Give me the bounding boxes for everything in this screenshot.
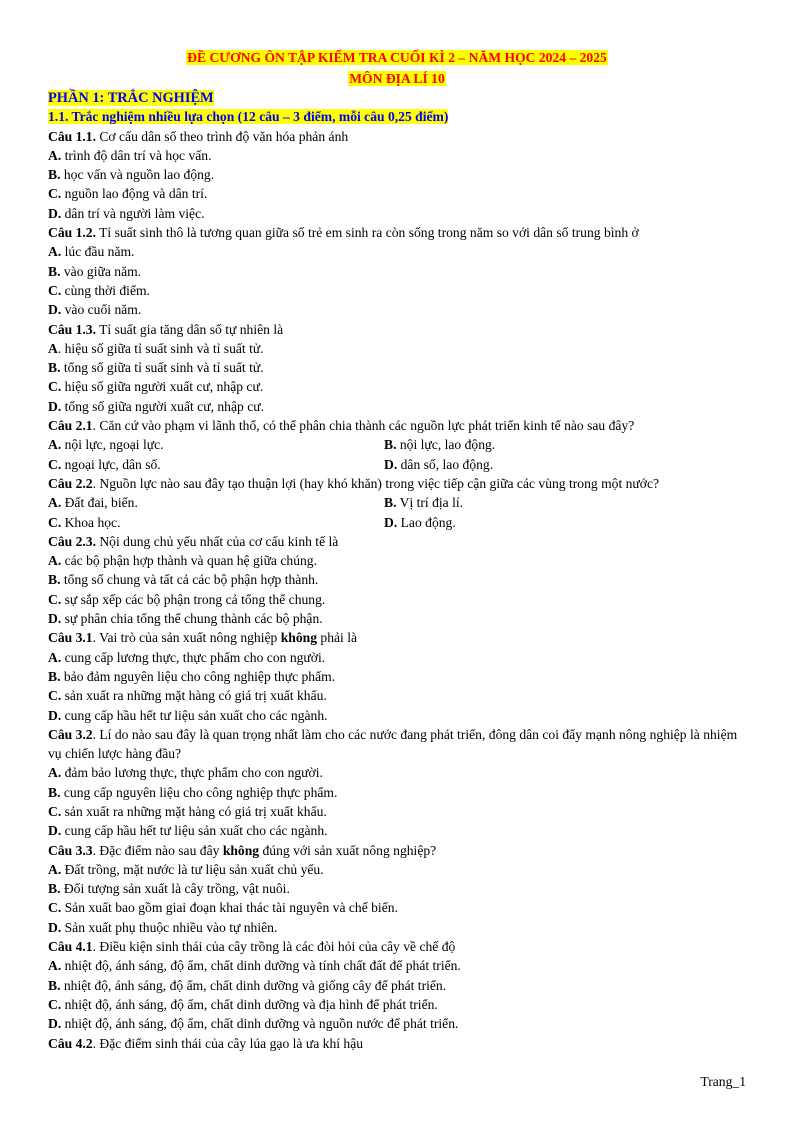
option-key: B. bbox=[384, 437, 397, 453]
question-stem bbox=[48, 841, 748, 860]
option-row bbox=[48, 956, 748, 975]
answer-option bbox=[48, 1016, 458, 1031]
option-row bbox=[48, 995, 748, 1014]
question-number: Câu 3.3 bbox=[48, 842, 93, 858]
option-key: A. bbox=[48, 958, 62, 974]
option-text: nhiệt độ, ánh sáng, độ ẩm, chất dinh dưỡng và giống cây để phát triển. bbox=[60, 977, 447, 993]
option-row bbox=[48, 1014, 748, 1033]
question-number: Câu 1.1. bbox=[48, 128, 96, 144]
answer-option bbox=[48, 765, 323, 780]
answer-option bbox=[48, 708, 328, 723]
answer-option bbox=[48, 379, 263, 394]
option-key: D. bbox=[384, 456, 398, 472]
answer-option bbox=[48, 900, 398, 915]
option-row bbox=[48, 783, 748, 802]
answer-option bbox=[384, 495, 463, 510]
answer-option bbox=[48, 572, 318, 587]
answer-option bbox=[48, 186, 207, 201]
answer-option bbox=[48, 495, 138, 510]
answer-option bbox=[48, 206, 205, 221]
question-number: Câu 3.2 bbox=[48, 726, 93, 742]
option-row bbox=[48, 204, 748, 223]
option-key: A. bbox=[48, 765, 62, 781]
option-text: cung cấp hầu hết tư liệu sản xuất cho các ngành. bbox=[61, 707, 328, 723]
question-number: Câu 2.1 bbox=[48, 418, 93, 434]
option-text: tổng số giữa tỉ suất sinh và tỉ suất tử. bbox=[60, 360, 264, 376]
option-key: A. bbox=[48, 495, 62, 511]
question-list bbox=[48, 127, 748, 1053]
option-text: nội lực, lao động. bbox=[396, 437, 496, 453]
option-key: C. bbox=[48, 688, 62, 704]
option-row bbox=[48, 300, 748, 319]
option-text: cung cấp lương thực, thực phẩm cho con người. bbox=[61, 649, 326, 665]
answer-option bbox=[48, 862, 324, 877]
question-text: . Vai trò của sản xuất nông nghiệp bbox=[92, 630, 281, 646]
answer-option bbox=[48, 515, 121, 530]
option-key: C. bbox=[48, 282, 62, 298]
option-text: nội lực, ngoại lực. bbox=[61, 437, 164, 453]
question-text: . Điều kiện sinh thái của cây trồng là các đòi hỏi của cây về chế độ bbox=[92, 939, 456, 955]
answer-option bbox=[48, 341, 264, 356]
answer-option bbox=[48, 958, 461, 973]
option-key: A. bbox=[48, 861, 62, 877]
option-text: tổng số giữa người xuất cư, nhập cư. bbox=[61, 398, 264, 414]
answer-option bbox=[384, 515, 456, 530]
option-key: B. bbox=[48, 572, 61, 588]
option-key: D. bbox=[384, 514, 398, 530]
option-text: trình độ dân trí và học vấn. bbox=[61, 147, 212, 163]
question-text: . Căn cứ vào phạm vi lãnh thổ, có thể phân chia thành các nguồn lực phát triển kinh tế nào sau đây? bbox=[92, 418, 635, 434]
question-text: Tỉ suất gia tăng dân số tự nhiên là bbox=[95, 321, 284, 337]
option-row bbox=[48, 281, 748, 300]
option-text: nhiệt độ, ánh sáng, độ ẩm, chất dinh dưỡng và địa hình để phát triển. bbox=[61, 996, 438, 1012]
option-key: B. bbox=[48, 360, 61, 376]
option-key: D. bbox=[48, 302, 62, 318]
question-stem bbox=[48, 725, 748, 764]
option-text: sự phân chia tổng thể chung thành các bộ phận. bbox=[61, 611, 323, 627]
option-text: ngoại lực, dân số. bbox=[61, 456, 161, 472]
answer-option bbox=[48, 611, 323, 626]
option-text: sản xuất ra những mặt hàng có giá trị xuất khẩu. bbox=[61, 803, 327, 819]
question-number: Câu 2.3. bbox=[48, 533, 96, 549]
answer-option bbox=[48, 688, 327, 703]
question-stem bbox=[48, 628, 748, 647]
question-text: . Đặc điểm nào sau đây bbox=[92, 842, 223, 858]
question-stem bbox=[48, 474, 748, 493]
option-row bbox=[48, 763, 748, 782]
part-heading: PHẦN 1: TRẮC NGHIỆM bbox=[48, 90, 214, 106]
question-text: . Lí do nào sau đây là quan trọng nhất làm cho các nước đang phát triển, đông dân coi đẩy mạnh nông nghiệp là nhiệm vụ chiến lược hàng đầu? bbox=[48, 726, 738, 762]
question-stem bbox=[48, 937, 748, 956]
option-text: bảo đảm nguyên liệu cho công nghiệp thực phẩm. bbox=[60, 668, 336, 684]
document-body bbox=[48, 88, 748, 1053]
option-text: Đất trồng, mặt nước là tư liệu sản xuất chủ yếu. bbox=[61, 861, 324, 877]
answer-option bbox=[48, 978, 446, 993]
option-row bbox=[48, 590, 748, 609]
option-row bbox=[48, 551, 748, 570]
option-key: B. bbox=[48, 668, 61, 684]
option-text: tổng số chung và tất cả các bộ phận hợp thành. bbox=[60, 572, 319, 588]
option-text: hiệu số giữa người xuất cư, nhập cư. bbox=[61, 379, 264, 395]
option-text: nguồn lao động và dân trí. bbox=[61, 186, 208, 202]
option-text: sản xuất ra những mặt hàng có giá trị xuất khẩu. bbox=[61, 688, 327, 704]
option-row bbox=[48, 339, 748, 358]
question-stem bbox=[48, 1034, 748, 1053]
option-key: A. bbox=[48, 553, 62, 569]
option-key: C. bbox=[48, 900, 62, 916]
option-row bbox=[48, 358, 748, 377]
answer-option bbox=[48, 920, 277, 935]
option-row bbox=[48, 976, 748, 995]
question-number: Câu 1.2. bbox=[48, 225, 96, 241]
option-text: các bộ phận hợp thành và quan hệ giữa chúng. bbox=[61, 553, 317, 569]
question-stem bbox=[48, 320, 748, 339]
answer-option bbox=[48, 399, 264, 414]
option-row bbox=[48, 435, 748, 454]
option-row bbox=[48, 493, 748, 512]
option-key: C. bbox=[48, 514, 62, 530]
option-key: A. bbox=[48, 244, 62, 260]
answer-option bbox=[48, 592, 325, 607]
option-text: sự sắp xếp các bộ phận trong cả tổng thể chung. bbox=[61, 591, 326, 607]
document-title: ĐỀ CƯƠNG ÔN TẬP KIỂM TRA CUỐI KÌ 2 – NĂM HỌC 2024 – 2025 bbox=[187, 50, 607, 65]
page-number: Trang_1 bbox=[700, 1074, 746, 1089]
question-number: Câu 4.1 bbox=[48, 939, 93, 955]
option-key: B. bbox=[48, 263, 61, 279]
option-key: B. bbox=[48, 167, 61, 183]
question-text: phải là bbox=[317, 630, 358, 646]
answer-option bbox=[48, 148, 211, 163]
option-text: học vấn và nguồn lao động. bbox=[60, 167, 215, 183]
option-key: B. bbox=[48, 977, 61, 993]
question-text: Nội dung chủ yếu nhất của cơ cấu kinh tế là bbox=[95, 533, 339, 549]
option-key: D. bbox=[48, 1016, 62, 1032]
option-key: D. bbox=[48, 398, 62, 414]
option-row bbox=[48, 262, 748, 281]
option-key: C. bbox=[48, 186, 62, 202]
question-emphasis: không bbox=[280, 630, 317, 646]
option-key: A. bbox=[48, 649, 62, 665]
question-emphasis: không bbox=[222, 842, 260, 858]
option-key: B. bbox=[48, 784, 61, 800]
option-key: C. bbox=[48, 456, 62, 472]
question-number: Câu 4.2 bbox=[48, 1035, 93, 1051]
document-subtitle: MÔN ĐỊA LÍ 10 bbox=[349, 71, 445, 86]
option-text: đảm bảo lương thực, thực phẩm cho con người. bbox=[61, 765, 323, 781]
option-key: C. bbox=[48, 379, 62, 395]
option-row bbox=[48, 918, 748, 937]
answer-option bbox=[48, 360, 264, 375]
answer-option bbox=[48, 167, 214, 182]
option-text: Sản xuất bao gồm giai đoạn khai thác tài nguyên và chế biến. bbox=[61, 900, 398, 916]
option-text: . hiệu số giữa tỉ suất sinh và tỉ suất tử. bbox=[57, 340, 264, 356]
option-row bbox=[48, 165, 748, 184]
option-text: vào giữa năm. bbox=[60, 263, 142, 279]
option-row bbox=[48, 648, 748, 667]
answer-option bbox=[48, 302, 141, 317]
answer-option bbox=[48, 881, 290, 896]
option-key: C. bbox=[48, 996, 62, 1012]
question-text: . Đặc điểm sinh thái của cây lúa gạo là ưa khí hậu bbox=[92, 1035, 364, 1051]
option-row bbox=[48, 860, 748, 879]
option-row bbox=[48, 706, 748, 725]
question-stem bbox=[48, 532, 748, 551]
option-row bbox=[48, 184, 748, 203]
option-text: cung cấp hầu hết tư liệu sản xuất cho các ngành. bbox=[61, 823, 328, 839]
option-row bbox=[48, 821, 748, 840]
option-text: lúc đầu năm. bbox=[61, 244, 135, 260]
answer-option bbox=[384, 457, 493, 472]
option-key: D. bbox=[48, 205, 62, 221]
option-row bbox=[48, 802, 748, 821]
question-number: Câu 1.3. bbox=[48, 321, 96, 337]
answer-option bbox=[48, 804, 327, 819]
answer-option bbox=[48, 650, 325, 665]
question-stem bbox=[48, 127, 748, 146]
option-row bbox=[48, 879, 748, 898]
option-text: cùng thời điểm. bbox=[61, 282, 150, 298]
option-text: nhiệt độ, ánh sáng, độ ẩm, chất dinh dưỡng và tính chất đất để phát triển. bbox=[61, 958, 461, 974]
option-key: D. bbox=[48, 707, 62, 723]
option-text: Vị trí địa lí. bbox=[396, 495, 464, 511]
question-text: đúng với sản xuất nông nghiệp? bbox=[259, 842, 437, 858]
option-key: C. bbox=[48, 591, 62, 607]
option-text: Lao động. bbox=[397, 514, 456, 530]
option-text: nhiệt độ, ánh sáng, độ ẩm, chất dinh dưỡng và nguồn nước để phát triển. bbox=[61, 1016, 459, 1032]
option-row bbox=[48, 898, 748, 917]
option-text: Đất đai, biển. bbox=[61, 495, 138, 511]
option-key: B. bbox=[48, 881, 61, 897]
option-row bbox=[48, 242, 748, 261]
option-row bbox=[48, 686, 748, 705]
answer-option bbox=[48, 437, 164, 452]
option-text: vào cuối năm. bbox=[61, 302, 142, 318]
question-number: Câu 2.2 bbox=[48, 475, 93, 491]
option-key: D. bbox=[48, 919, 62, 935]
option-key: A. bbox=[48, 147, 62, 163]
option-key: A. bbox=[48, 437, 62, 453]
option-key: D. bbox=[48, 611, 62, 627]
answer-option bbox=[384, 437, 495, 452]
answer-option bbox=[48, 669, 335, 684]
option-text: Đối tượng sản xuất là cây trồng, vật nuôi. bbox=[60, 881, 290, 897]
option-text: dân số, lao động. bbox=[397, 456, 494, 472]
question-text: Tỉ suất sinh thô là tương quan giữa số trẻ em sinh ra còn sống trong năm so với dân số trung bình ở bbox=[95, 225, 639, 241]
option-key: C. bbox=[48, 803, 62, 819]
option-text: Khoa học. bbox=[61, 514, 121, 530]
option-key: B. bbox=[384, 495, 397, 511]
question-text: . Nguồn lực nào sau đây tạo thuận lợi (hay khó khăn) trong việc tiếp cận giữa các vùng trong một nước? bbox=[92, 475, 660, 491]
section-heading: 1.1. Trắc nghiệm nhiều lựa chọn (12 câu – 3 điểm, mỗi câu 0,25 điểm) bbox=[48, 109, 449, 125]
answer-option bbox=[48, 283, 150, 298]
question-stem bbox=[48, 223, 748, 242]
question-text: Cơ cấu dân số theo trình độ văn hóa phản ánh bbox=[95, 128, 349, 144]
option-row bbox=[48, 397, 748, 416]
option-row bbox=[48, 513, 748, 532]
option-row bbox=[48, 455, 748, 474]
option-text: dân trí và người làm việc. bbox=[61, 205, 205, 221]
answer-option bbox=[48, 823, 328, 838]
option-text: cung cấp nguyên liệu cho công nghiệp thực phẩm. bbox=[60, 784, 338, 800]
answer-option bbox=[48, 457, 161, 472]
question-number: Câu 3.1 bbox=[48, 630, 93, 646]
answer-option bbox=[48, 997, 438, 1012]
option-key: A bbox=[48, 340, 58, 356]
option-row bbox=[48, 570, 748, 589]
option-row bbox=[48, 146, 748, 165]
question-stem bbox=[48, 416, 748, 435]
option-row bbox=[48, 667, 748, 686]
answer-option bbox=[48, 785, 337, 800]
option-text: Sản xuất phụ thuộc nhiều vào tự nhiên. bbox=[61, 919, 278, 935]
answer-option bbox=[48, 264, 141, 279]
option-row bbox=[48, 609, 748, 628]
answer-option bbox=[48, 553, 317, 568]
option-key: D. bbox=[48, 823, 62, 839]
document-header bbox=[0, 47, 794, 89]
option-row bbox=[48, 377, 748, 396]
answer-option bbox=[48, 244, 134, 259]
